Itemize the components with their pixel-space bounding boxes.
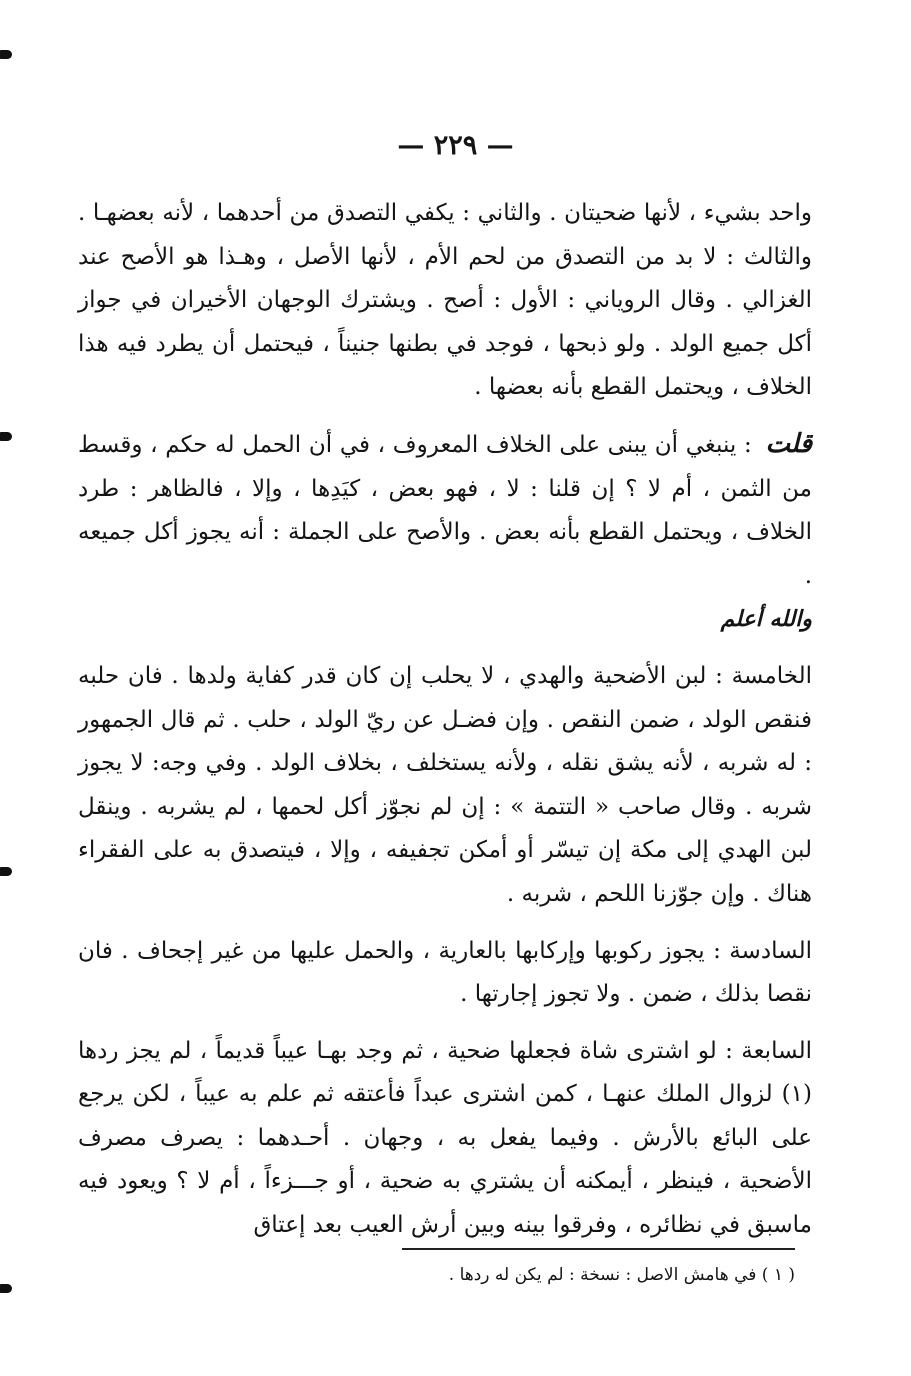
paragraph-text: واحد بشيء ، لأنها ضحيتان . والثاني : يكفي التصدق من أحدهما ، لأنه بعضهـا . والثالث : لا بد من التصدق من لحم الأم ، لأنها الأصل ، وهـذا هو الأصح عند الغزالي . وقال الروياني : الأول : أصح . ويشترك الوجهان الأخيران في جواز أكل جميع الولد . ولو ذبحها ، فوجد في بطنها جنيناً ، فيحتمل أن يطرد فيه هذا الخلاف ، ويحتمل القطع بأنه بعضها .: [78, 200, 812, 401]
paragraph-text: السابعة : لو اشترى شاة فجعلها ضحية ، ثم وجد بهـا عيباً قديماً ، لم يجز ردها (١) لزوال الملك عنهـا ، كمن اشترى عبداً فأعتقه ثم علم به عيباً ، لكن يرجع على البائع بالأرش . وفيما يفعل به ، وجهان . أحـدهما : يصرف مصرف الأضحية ، فينظر ، أيمكنه أن يشتري به ضحية ، أو جـــزءاً ، أم لا ؟ ويعود فيه ماسبق في نظائره ، وفرقوا بينه وبين أرش العيب بعد إعتاق: [78, 1037, 812, 1239]
paragraph-text: السادسة : يجوز ركوبها وإركابها بالعارية ، والحمل عليها من غير إجحاف . فان نقصا بذلك ، ضمن . ولا تجوز إجارتها .: [78, 937, 812, 1008]
margin-mark: [0, 432, 12, 441]
paragraph-1: [78, 192, 812, 410]
main-text: [78, 192, 812, 1261]
paragraph-5: [78, 1030, 812, 1248]
footnote-divider: [402, 1248, 795, 1250]
footnote: ( ١ ) في هامش الاصل : نسخة : لم يكن له ردها .: [448, 1265, 795, 1285]
closing-formula: والله أعلم: [720, 606, 812, 633]
paragraph-2: [78, 423, 812, 642]
paragraph-text: الخامسة : لبن الأضحية والهدي ، لا يحلب إن كان قدر كفاية ولدها . فان حلبه فنقص الولد ، ضمن النقص . وإن فضـل عن ريّ الولد ، حلب . ثم قال الجمهور : له شربه ، لأنه يشق نقله ، ولأنه يستخلف ، بخلاف الولد . وفي وجه: لا يجوز شربه . وقال صاحب « التتمة » : إن لم نجوّز أكل لحمها ، لم يشربه . وينقل لبن الهدي إلى مكة إن تيسّر أو أمكن تجفيفه ، وإلا ، فيتصدق به على الفقراء هناك . وإن جوّزنا اللحم ، شربه .: [78, 662, 812, 907]
qult-label: قلت: [765, 428, 813, 459]
margin-mark: [0, 50, 12, 59]
paragraph-3: [78, 655, 812, 917]
margin-mark: [0, 867, 12, 876]
margin-mark: [0, 1284, 12, 1293]
paragraph-text: : ينبغي أن يبنى على الخلاف المعروف ، في أن الحمل له حكم ، وقسط من الثمن ، أم لا ؟ إن قلنا : لا ، فهو بعض ، كيَدِها ، وإلا ، فالظاهر : طرد الخلاف ، ويحتمل القطع بأنه بعض . والأصح على الجملة : أنه يجوز أكل جميعه .: [78, 431, 812, 589]
paragraph-4: [78, 930, 812, 1017]
page-number: — ٢٢٩ —: [397, 130, 514, 161]
